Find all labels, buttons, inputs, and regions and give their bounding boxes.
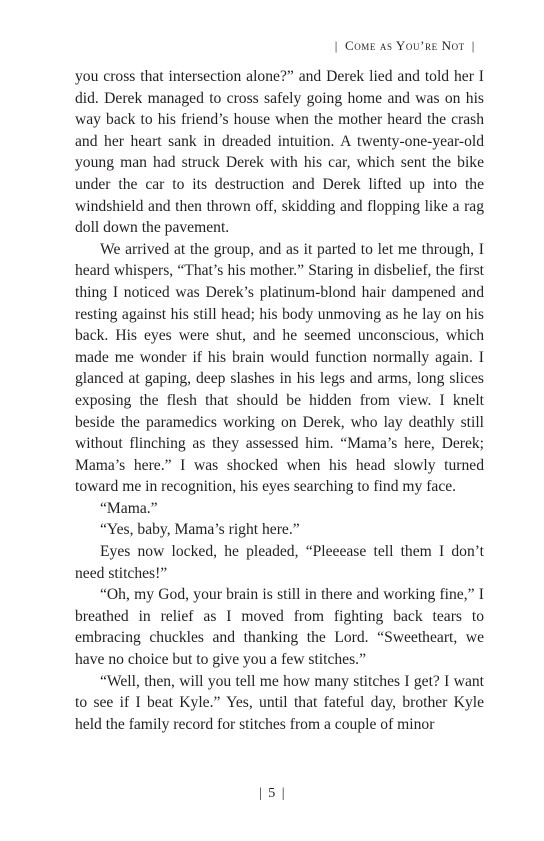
paragraph-3: “Mama.” xyxy=(100,499,158,517)
paragraph-1: you cross that intersection alone?” and Derek lied and told her I did. Derek managed to cross safely going home and was on his way back to his friend’s house when the mother heard the crash and her heart sank in dreaded intuition. A twenty-one-year-old young man had struck Derek with his car, which sent the bike under the car to its destruction and Derek lifted up into the windshield and then thrown off, skidding and flopping like a rag doll down the pavement. xyxy=(75,68,484,237)
paragraph-5: Eyes now locked, he pleaded, “Pleeease tell them I don’t need stitches!” xyxy=(75,543,484,582)
running-head-separator-right: | xyxy=(471,38,475,53)
paragraph-4: “Yes, baby, Mama’s right here.” xyxy=(100,521,300,539)
running-head xyxy=(328,38,482,54)
page-number-footer xyxy=(0,786,544,802)
running-head-separator-left: | xyxy=(334,38,338,53)
paragraph-7: “Well, then, will you tell me how many stitches I get? I want to see if I beat Kyle.” Yes, until that fateful day, brother Kyle held the family record for stitches from a couple of minor xyxy=(75,672,484,733)
page-number: 5 xyxy=(268,786,276,801)
body-text xyxy=(75,66,484,735)
paragraph-6: “Oh, my God, your brain is still in there and working fine,” I breathed in relief as I moved from fighting back tears to embracing chuckles and thanking the Lord. “Sweetheart, we have no choice but to give you a few stitches.” xyxy=(75,586,484,669)
running-head-title: Come as You’re Not xyxy=(344,38,465,53)
folio-separator-right: | xyxy=(281,786,286,801)
paragraph-2: We arrived at the group, and as it parted to let me through, I heard whispers, “That’s his mother.” Staring in disbelief, the first thing I noticed was Derek’s platinum-blond hair dampened and resting against his still head; his body unmoving as he lay on his back. His eyes were shut, and he seemed unconscious, which made me wonder if his brain would function normally again. I glanced at gaping, deep slashes in his legs and arms, long slices exposing the flesh that should be hidden from view. I knelt beside the paramedics working on Derek, who lay deathly still without flinching as they assessed him. “Mama’s here, Derek; Mama’s here.” I was shocked when his head slowly turned toward me in recognition, his eyes searching to find my face. xyxy=(75,240,484,496)
folio-separator-left: | xyxy=(258,786,263,801)
